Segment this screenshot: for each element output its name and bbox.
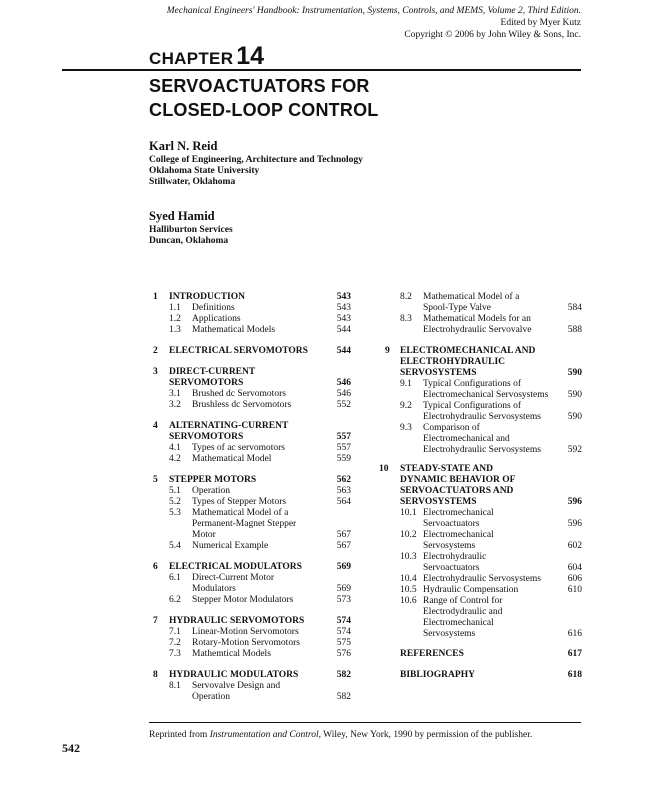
toc-entry-number: 8.3 xyxy=(400,314,412,324)
toc-entry-number: 10.6 xyxy=(400,596,417,606)
toc-entry-page: 604 xyxy=(567,563,582,573)
author-affiliation: Duncan, Oklahoma xyxy=(149,236,229,246)
toc-entry-title: Electrohydraulic Servosystems xyxy=(423,445,541,455)
toc-entry-title: Electrohydraulic Servosystems xyxy=(423,412,541,422)
toc-entry-number: 10.5 xyxy=(400,585,417,595)
toc-entry-number: 3.1 xyxy=(169,389,181,399)
footnote xyxy=(149,730,532,740)
toc-entry-title: Brushless dc Servomotors xyxy=(192,400,292,410)
toc-entry-page: 582 xyxy=(336,670,351,680)
toc-entry-title: HYDRAULIC MODULATORS xyxy=(169,670,299,680)
running-header-editor: Edited by Myer Kutz xyxy=(500,18,581,28)
toc-entry-page: 567 xyxy=(336,530,351,540)
toc-entry-title: Servoactuators xyxy=(423,519,480,529)
toc-entry-page: 564 xyxy=(336,497,351,507)
toc-entry-title: DYNAMIC BEHAVIOR OF xyxy=(400,475,516,485)
toc-entry-page: 582 xyxy=(336,692,351,702)
toc-entry-page: 569 xyxy=(336,562,351,572)
toc-entry-number: 8 xyxy=(153,670,158,680)
toc-entry-number: 8.2 xyxy=(400,292,412,302)
chapter-heading xyxy=(149,42,264,71)
toc-entry-title: Motor xyxy=(192,530,216,540)
toc-entry-page: 574 xyxy=(336,616,351,626)
toc-entry-page: 584 xyxy=(567,303,582,313)
toc-entry-title: Operation xyxy=(192,692,230,702)
toc-entry-number: 5.1 xyxy=(169,486,181,496)
toc-entry-title: SERVOMOTORS xyxy=(169,432,244,442)
author-affiliation: Halliburton Services xyxy=(149,225,233,235)
toc-entry-number: 7.2 xyxy=(169,638,181,648)
toc-entry-page: 546 xyxy=(336,389,351,399)
chapter-rule xyxy=(62,69,581,71)
toc-entry-title: Mathematical Models for an xyxy=(423,314,531,324)
toc-entry-number: 5 xyxy=(153,475,158,485)
toc-entry-title: ELECTROMECHANICAL AND xyxy=(400,346,536,356)
toc-entry-title: Brushed dc Servomotors xyxy=(192,389,286,399)
toc-entry-number: 7.3 xyxy=(169,649,181,659)
toc-entry-title: Electrohydraulic Servosystems xyxy=(423,574,541,584)
toc-entry-title: Electromechanical Servosystems xyxy=(423,390,549,400)
toc-entry-title: Types of Stepper Motors xyxy=(192,497,287,507)
toc-entry-title: Stepper Motor Modulators xyxy=(192,595,294,605)
toc-entry-number: 10.3 xyxy=(400,552,417,562)
toc-entry-title: ELECTRICAL SERVOMOTORS xyxy=(169,346,308,356)
toc-entry-title: Permanent-Magnet Stepper xyxy=(192,519,297,529)
toc-entry-title: Mathematical Model of a xyxy=(423,292,520,302)
toc-entry-title: SERVOSYSTEMS xyxy=(400,497,477,507)
toc-entry-title: Electrohydraulic xyxy=(423,552,487,562)
toc-entry-number: 4.1 xyxy=(169,443,181,453)
toc-entry-page: 557 xyxy=(336,443,351,453)
toc-entry-title: Applications xyxy=(192,314,241,324)
author-name: Karl N. Reid xyxy=(149,139,218,153)
footnote-source: Instrumentation and Control, xyxy=(209,730,321,740)
toc-entry-number: 1.1 xyxy=(169,303,181,313)
toc-entry-page: 543 xyxy=(336,314,351,324)
toc-entry-page: 567 xyxy=(336,541,351,551)
toc-entry-title: Electromechanical xyxy=(423,618,494,628)
toc-entry-page: 596 xyxy=(567,497,582,507)
toc-entry-title: Mathematical Model of a xyxy=(192,508,289,518)
toc-entry-number: 7.1 xyxy=(169,627,181,637)
toc-entry-page: 574 xyxy=(336,627,351,637)
toc-entry-number: 3 xyxy=(153,367,158,377)
footnote-prefix: Reprinted from xyxy=(149,730,210,740)
toc-entry-number: 8.1 xyxy=(169,681,181,691)
toc-entry-number: 6.2 xyxy=(169,595,181,605)
toc-entry-number: 2 xyxy=(153,346,158,356)
toc-entry-title: DIRECT-CURRENT xyxy=(169,367,256,377)
toc-entry-page: 559 xyxy=(336,454,351,464)
toc-entry-title: Typical Configurations of xyxy=(423,401,522,411)
toc-entry-title: Servosystems xyxy=(423,629,476,639)
toc-entry-title: Servosystems xyxy=(423,541,476,551)
toc-entry-page: 557 xyxy=(336,432,351,442)
toc-entry-page: 618 xyxy=(567,670,582,680)
toc-entry-title: STEPPER MOTORS xyxy=(169,475,257,485)
toc-entry-title: Typical Configurations of xyxy=(423,379,522,389)
toc-entry-page: 544 xyxy=(336,325,351,335)
toc-entry-title: SERVOACTUATORS AND xyxy=(400,486,514,496)
toc-entry-number: 1.2 xyxy=(169,314,181,324)
toc-entry-number: 7 xyxy=(153,616,158,626)
toc-entry-title: Servoactuators xyxy=(423,563,480,573)
author-affiliation: College of Engineering, Architecture and Technology xyxy=(149,155,363,165)
toc-entry-page: 588 xyxy=(567,325,582,335)
toc-entry-title: Mathematical Model xyxy=(192,454,272,464)
toc-entry-page: 590 xyxy=(567,368,582,378)
chapter-number: 14 xyxy=(236,42,265,70)
toc-entry-number: 10.4 xyxy=(400,574,417,584)
toc-entry-number: 9.1 xyxy=(400,379,412,389)
toc-entry-number: 4 xyxy=(153,421,158,431)
toc-entry-title: Mathemtical Models xyxy=(192,649,271,659)
toc-entry-page: 569 xyxy=(336,584,351,594)
toc-entry-page: 590 xyxy=(567,412,582,422)
toc-entry-page: 610 xyxy=(567,585,582,595)
toc-entry-page: 543 xyxy=(336,303,351,313)
toc-entry-page: 596 xyxy=(567,519,582,529)
toc-entry-number: 6 xyxy=(153,562,158,572)
chapter-title-line1: SERVOACTUATORS FOR xyxy=(149,76,370,96)
toc-entry-title: HYDRAULIC SERVOMOTORS xyxy=(169,616,305,626)
toc-entry-number: 4.2 xyxy=(169,454,181,464)
toc-entry-page: 592 xyxy=(567,445,582,455)
toc-entry-number: 10.1 xyxy=(400,508,417,518)
toc-entry-page: 563 xyxy=(336,486,351,496)
toc-entry-number: 10 xyxy=(379,464,389,474)
toc-entry-number: 6.1 xyxy=(169,573,181,583)
author-name: Syed Hamid xyxy=(149,209,215,223)
toc-entry-page: 602 xyxy=(567,541,582,551)
toc-entry-title: SERVOSYSTEMS xyxy=(400,368,477,378)
toc-entry-title: INTRODUCTION xyxy=(169,292,246,302)
author-affiliation: Stillwater, Oklahoma xyxy=(149,177,236,187)
toc-entry-title: ELECTROHYDRAULIC xyxy=(400,357,506,367)
toc-entry-page: 576 xyxy=(336,649,351,659)
toc-entry-number: 10.2 xyxy=(400,530,417,540)
toc-entry-title: Range of Control for xyxy=(423,596,503,606)
toc-entry-number: 9.2 xyxy=(400,401,412,411)
toc-entry-title: Electrodydraulic and xyxy=(423,607,503,617)
toc-entry-page: 543 xyxy=(336,292,351,302)
page-number: 542 xyxy=(62,741,80,755)
toc-entry-page: 575 xyxy=(336,638,351,648)
toc-entry-title: ELECTRICAL MODULATORS xyxy=(169,562,302,572)
footnote-rule xyxy=(149,722,581,723)
chapter-title-line2: CLOSED-LOOP CONTROL xyxy=(149,100,379,120)
toc-entry-title: Comparison of xyxy=(423,423,480,433)
toc-entry-number: 5.3 xyxy=(169,508,181,518)
toc-entry-number: 1 xyxy=(153,292,158,302)
toc-entry-title: REFERENCES xyxy=(400,649,464,659)
running-header-book-title: Mechanical Engineers' Handbook: Instrumentation, Systems, Controls, and MEMS, Volume 2, Third Edition. xyxy=(166,6,581,16)
toc-entry-title: Electromechanical and xyxy=(423,434,510,444)
toc-entry-page: 562 xyxy=(336,475,351,485)
toc-entry-page: 552 xyxy=(336,400,351,410)
toc-entry-title: Hydraulic Compensation xyxy=(423,585,519,595)
chapter-word: CHAPTER xyxy=(149,49,234,68)
toc-entry-title: Operation xyxy=(192,486,230,496)
toc-entry-page: 546 xyxy=(336,378,351,388)
running-header-copyright: Copyright © 2006 by John Wiley & Sons, Inc. xyxy=(404,30,581,40)
toc-entry-page: 617 xyxy=(567,649,582,659)
toc-entry-number: 5.2 xyxy=(169,497,181,507)
toc-entry-title: Electrohydraulic Servovalve xyxy=(423,325,532,335)
toc-entry-title: Spool-Type Valve xyxy=(423,303,492,313)
toc-entry-title: Numerical Example xyxy=(192,541,269,551)
toc-entry-title: Electromechanical xyxy=(423,530,494,540)
toc-entry-title: SERVOMOTORS xyxy=(169,378,244,388)
toc-entry-number: 5.4 xyxy=(169,541,181,551)
toc-entry-title: Definitions xyxy=(192,303,235,313)
toc-entry-title: BIBLIOGRAPHY xyxy=(400,670,475,680)
toc-entry-page: 573 xyxy=(336,595,351,605)
toc-entry-title: Servovalve Design and xyxy=(192,681,281,691)
toc-entry-title: Mathematical Models xyxy=(192,325,276,335)
toc-entry-number: 9.3 xyxy=(400,423,412,433)
toc-entry-title: STEADY-STATE AND xyxy=(400,464,494,474)
toc-entry-number: 3.2 xyxy=(169,400,181,410)
toc-entry-title: Direct-Current Motor xyxy=(192,573,275,583)
author-affiliation: Oklahoma State University xyxy=(149,166,260,176)
toc-entry-title: Rotary-Motion Servomotors xyxy=(192,638,300,648)
toc-entry-page: 544 xyxy=(336,346,351,356)
toc-entry-page: 616 xyxy=(567,629,582,639)
toc-entry-title: Electromechanical xyxy=(423,508,494,518)
toc-entry-title: Types of ac servomotors xyxy=(192,443,285,453)
toc-entry-title: Modulators xyxy=(192,584,236,594)
toc-entry-title: Linear-Motion Servomotors xyxy=(192,627,299,637)
toc-entry-title: ALTERNATING-CURRENT xyxy=(169,421,289,431)
toc-entry-page: 606 xyxy=(567,574,582,584)
toc-entry-page: 590 xyxy=(567,390,582,400)
toc-entry-number: 9 xyxy=(385,346,390,356)
footnote-suffix: Wiley, New York, 1990 by permission of the publisher. xyxy=(320,730,533,740)
toc-entry-number: 1.3 xyxy=(169,325,181,335)
